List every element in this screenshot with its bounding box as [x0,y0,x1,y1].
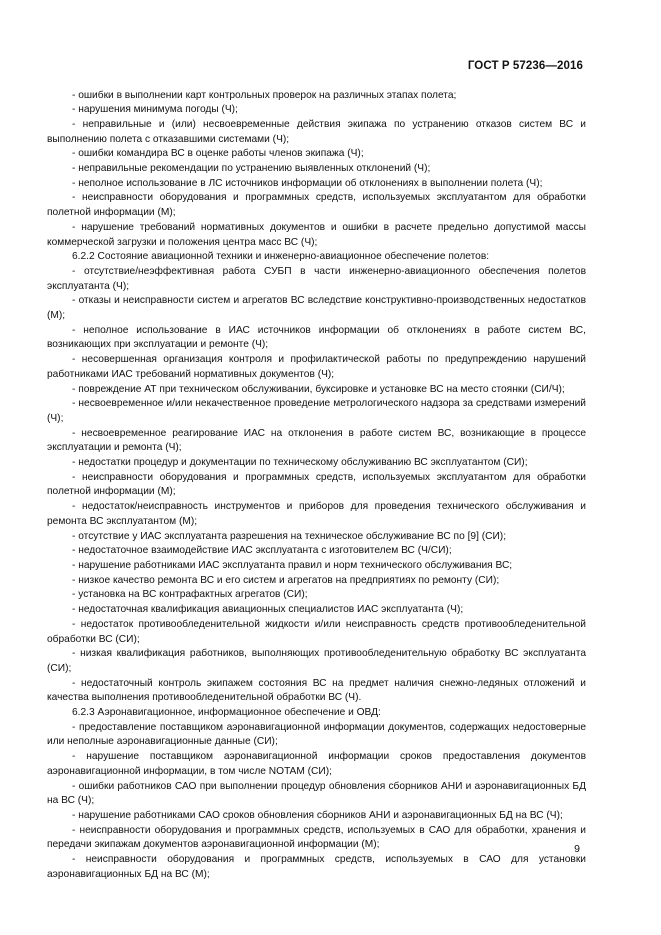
list-item: - несвоевременное и/или некачественное проведение метрологического надзора за средствами измерений (Ч); [47,398,586,424]
list-item: - нарушение поставщиком аэронавигационной информации сроков предоставления документов аэронавигационной информации, в том числе NOTAM (СИ); [47,751,586,777]
list-item: - низкое качество ремонта ВС и его систем и агрегатов на предприятиях по ремонту (СИ); [72,574,500,586]
list-item: - ошибки командира ВС в оценке работы членов экипажа (Ч); [72,148,364,160]
standard-id-header: ГОСТ Р 57236—2016 [467,60,583,72]
list-item: - неисправности оборудования и программных средств, используемых эксплуатантом для обработки полетной информации (М); [47,192,586,219]
list-item: - недостаток противообледенительной жидкости и/или неисправность средств противообледенительной обработки ВС (СИ); [47,618,586,645]
document-body [47,89,586,883]
list-item: - недостатки процедур и документации по техническому обслуживанию ВС эксплуатантом (СИ); [72,457,528,469]
list-item: - неполное использование в ИАС источников информации об отклонениях в работе систем ВС, возникающих при эксплуатации и ремонте (Ч); [47,324,586,351]
list-item: - недостаток/неисправность инструментов и приборов для проведения технического обслуживания и ремонта ВС эксплуатантом (М); [47,501,586,527]
list-item: - низкая квалификация работников, выполняющих противообледенительную обработку ВС эксплуатанта (СИ); [47,648,586,674]
list-item: - ошибки работников САО при выполнении процедур обновления сборников АНИ и аэронавигационных БД на ВС (Ч); [47,780,586,807]
list-item: - ошибки в выполнении карт контрольных проверок на различных этапах полета; [72,89,457,101]
section-heading: 6.2.2 Состояние авиационной техники и инженерно-авиационное обеспечение полетов: [72,251,490,263]
list-item: - недостаточная квалификация авиационных специалистов ИАС эксплуатанта (Ч); [72,604,464,616]
list-item: - неисправности оборудования и программных средств, используемых эксплуатантом для обработки полетной информации (М); [47,471,586,498]
list-item: - неправильные и (или) несвоевременные действия экипажа по устранению отказов систем ВС и выполнению полета с отказавшими системами (Ч); [47,118,586,145]
list-item: - установка на ВС контрафактных агрегатов (СИ); [72,589,308,601]
section-heading: 6.2.3 Аэронавигационное, информационное обеспечение и ОВД: [72,707,381,719]
list-item: - неправильные рекомендации по устранению выявленных отклонений (Ч); [72,163,431,175]
list-item: - нарушение работниками САО сроков обновления сборников АНИ и аэронавигационных БД на ВС (Ч); [72,809,563,821]
list-item: - несовершенная организация контроля и профилактической работы по предупреждению нарушений работниками ИАС требований нормативных документов (Ч); [47,354,586,380]
list-item: - нарушения минимума погоды (Ч); [72,104,238,116]
list-item: - недостаточное взаимодействие ИАС эксплуатанта с изготовителем ВС (Ч/СИ); [72,545,452,557]
list-item: - неполное использование в ЛС источников информации об отклонениях в выполнении полета (Ч); [72,177,543,189]
list-item: - недостаточный контроль экипажем состояния ВС на предмет наличия снежно-ледяных отложений и качества выполнения противообледенительной обработки ВС (Ч). [47,677,586,704]
list-item: - неисправности оборудования и программных средств, используемых в САО для обработки, хранения и передачи экипажам документов аэронавигационной информации (М); [47,824,586,851]
list-item: - нарушение требований нормативных документов и ошибки в расчете предельно допустимой массы коммерческой загрузки и положения центра масс ВС (Ч); [47,221,586,248]
list-item: - нарушение работниками ИАС эксплуатанта правил и норм технического обслуживания ВС; [72,560,513,571]
list-item: - отсутствие/неэффективная работа СУБП в части инженерно-авиационного обеспечения полетов эксплуатанта (Ч); [47,265,586,292]
list-item: - предоставление поставщиком аэронавигационной информации документов, содержащих недостоверные или неполные аэронавигационные данные (СИ); [47,721,586,748]
page-number: 9 [574,843,580,855]
list-item: - отказы и неисправности систем и агрегатов ВС вследствие конструктивно-производственных недостатков (М); [47,295,586,322]
list-item: - повреждение АТ при техническом обслуживании, буксировке и установке ВС на место стоянки (СИ/Ч); [72,383,565,395]
list-item: - несвоевременное реагирование ИАС на отклонения в работе систем ВС, возникающие в процессе эксплуатации и ремонта (Ч); [47,427,586,454]
list-item: - отсутствие у ИАС эксплуатанта разрешения на техническое обслуживание ВС по [9] (СИ); [72,530,507,542]
list-item: - неисправности оборудования и программных средств, используемых в САО для установки аэронавигационных БД на ВС (М); [47,854,586,880]
